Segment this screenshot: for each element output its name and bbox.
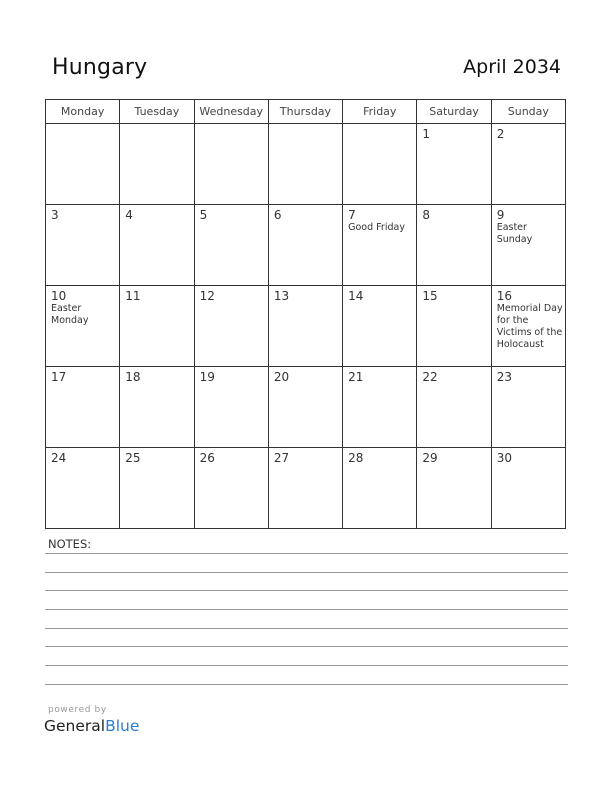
holiday-label: Easter Monday — [51, 303, 89, 326]
day-number: 23 — [496, 370, 512, 384]
calendar-country-title: Hungary — [52, 55, 148, 80]
calendar-day-cell — [491, 205, 565, 286]
logo-text-blue: Blue — [105, 717, 140, 735]
calendar-day-cell — [194, 286, 268, 367]
calendar-day-cell — [120, 124, 194, 205]
weekday-header: Tuesday — [120, 100, 194, 124]
calendar-week-row — [46, 367, 566, 448]
day-number: 5 — [199, 208, 208, 222]
weekday-header: Saturday — [417, 100, 491, 124]
calendar-day-cell — [343, 367, 417, 448]
weekday-header: Wednesday — [194, 100, 268, 124]
calendar-day-cell — [491, 367, 565, 448]
weekday-header: Friday — [343, 100, 417, 124]
weekday-header-row — [46, 100, 566, 124]
calendar-day-cell — [268, 205, 342, 286]
calendar-day-cell — [268, 367, 342, 448]
powered-by-text: powered by — [48, 705, 107, 715]
note-line — [45, 553, 568, 554]
calendar-day-cell — [417, 286, 491, 367]
day-number: 27 — [273, 451, 290, 465]
calendar-day-cell — [194, 448, 268, 529]
calendar-week-row — [46, 205, 566, 286]
day-number: 22 — [422, 370, 438, 384]
day-number: 10 — [51, 289, 67, 303]
calendar-day-cell — [46, 124, 120, 205]
holiday-label: Memorial Day for the Victims of the Holocaust — [496, 303, 563, 350]
calendar-day-cell — [46, 448, 120, 529]
calendar-day-cell — [343, 205, 417, 286]
calendar-day-cell — [491, 448, 565, 529]
note-line — [45, 572, 568, 573]
calendar-day-cell — [120, 205, 194, 286]
calendar-day-cell — [343, 448, 417, 529]
calendar-day-cell — [491, 286, 565, 367]
day-number: 15 — [422, 289, 438, 303]
day-number: 2 — [496, 127, 505, 141]
calendar-day-cell — [120, 448, 194, 529]
calendar-week-row — [46, 448, 566, 529]
calendar-day-cell — [46, 286, 120, 367]
generalblue-logo — [44, 717, 139, 735]
calendar-day-cell — [268, 124, 342, 205]
day-number: 8 — [422, 208, 431, 222]
day-number: 1 — [422, 127, 431, 141]
notes-label: NOTES: — [48, 537, 92, 551]
calendar-week-row — [46, 286, 566, 367]
note-line — [45, 646, 568, 647]
calendar-day-cell — [194, 205, 268, 286]
day-number: 30 — [496, 451, 512, 465]
calendar-day-cell — [120, 367, 194, 448]
calendar-day-cell — [491, 124, 565, 205]
calendar-day-cell — [194, 367, 268, 448]
calendar-day-cell — [417, 367, 491, 448]
weekday-header: Sunday — [491, 100, 565, 124]
note-line — [45, 590, 568, 591]
day-number: 26 — [199, 451, 215, 465]
weekday-header: Thursday — [268, 100, 342, 124]
day-number: 29 — [422, 451, 438, 465]
day-number: 4 — [125, 208, 133, 222]
day-number: 19 — [199, 370, 215, 384]
calendar-day-cell — [343, 124, 417, 205]
calendar-month-title: April 2034 — [463, 56, 561, 78]
calendar-day-cell — [46, 367, 120, 448]
day-number: 9 — [496, 208, 505, 222]
note-line — [45, 628, 568, 629]
calendar-day-cell — [268, 448, 342, 529]
day-number: 12 — [199, 289, 215, 303]
calendar-grid — [45, 99, 566, 529]
weekday-header: Monday — [46, 100, 120, 124]
day-number: 25 — [125, 451, 141, 465]
day-number: 14 — [348, 289, 364, 303]
note-line — [45, 684, 568, 685]
day-number: 21 — [348, 370, 364, 384]
calendar-day-cell — [417, 124, 491, 205]
day-number: 20 — [273, 370, 290, 384]
day-number: 24 — [51, 451, 67, 465]
calendar-day-cell — [417, 448, 491, 529]
note-line — [45, 665, 568, 666]
logo-text-general: General — [44, 717, 106, 735]
day-number: 18 — [125, 370, 141, 384]
holiday-label: Easter Sunday — [496, 222, 533, 245]
calendar-day-cell — [343, 286, 417, 367]
day-number: 17 — [51, 370, 67, 384]
day-number: 3 — [51, 208, 59, 222]
day-number: 6 — [273, 208, 282, 222]
day-number: 16 — [496, 289, 512, 303]
note-line — [45, 609, 568, 610]
day-number: 28 — [348, 451, 364, 465]
holiday-label: Good Friday — [348, 222, 405, 233]
calendar-week-row — [46, 124, 566, 205]
day-number: 7 — [348, 208, 356, 222]
calendar-day-cell — [268, 286, 342, 367]
day-number: 13 — [273, 289, 290, 303]
calendar-day-cell — [120, 286, 194, 367]
calendar-day-cell — [194, 124, 268, 205]
day-number: 11 — [125, 289, 141, 303]
calendar-day-cell — [417, 205, 491, 286]
calendar-day-cell — [46, 205, 120, 286]
